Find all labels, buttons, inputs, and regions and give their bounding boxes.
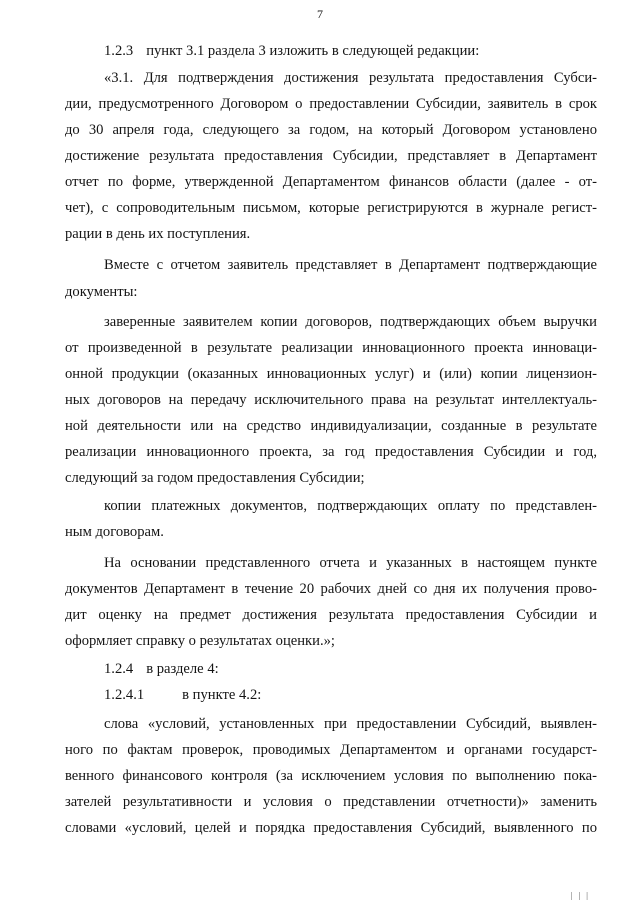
para3-line: заверенные заявителем копии договоров, подтверждающих объем выручки [104,314,597,330]
para6-line: слова «условий, установленных при предоставлении Субсидий, выявлен- [104,716,597,732]
para2-line: документы: [65,284,138,300]
para1-line: рации в день их поступления. [65,226,251,242]
para6-line: венного финансового контроля (за исключением условия по выполнению пока- [65,768,597,784]
para5-line: дит оценку на предмет достижения результата предоставления Субсидии и [65,607,597,623]
page-number: 7 [317,7,323,21]
item-1-2-4-1 [104,687,261,703]
para4-line: копии платежных документов, подтверждающих оплату по представлен- [104,498,597,514]
para1-line: до 30 апреля года, следующего за годом, на который Договором установлено [65,122,597,138]
para1-line: чет), с сопроводительным письмом, которые регистрируются в журнале регист- [65,200,597,216]
item-1-2-4 [104,661,219,677]
para3-line: ных договоров на передачу исключительного права на результат интеллектуаль- [65,392,597,408]
para3-line: онной продукции (оказанных инновационных услуг) и (или) копии лицензион- [65,366,597,382]
footer-mark: | | | [571,891,590,900]
para1-line: отчет по форме, утвержденной Департаментом финансов области (далее - от- [65,174,597,190]
item-text: в разделе 4: [146,661,219,677]
para5-line: оформляет справку о результатах оценки.»; [65,633,335,649]
para5-line: На основании представленного отчета и указанных в настоящем пункте [104,555,597,571]
para3-line: реализации инновационного проекта, за год предоставления Субсидии и год, [65,444,597,460]
para3-line: от произведенной в результате реализации инновационного проекта инноваци- [65,340,597,356]
para1-line: достижение результата предоставления Субсидии, представляет в Департамент [65,148,597,164]
para3-line: следующий за годом предоставления Субсидии; [65,470,365,486]
para1-line: дии, предусмотренного Договором о предоставлении Субсидии, заявитель в срок [65,96,597,112]
para2-line: Вместе с отчетом заявитель представляет в Департамент подтверждающие [104,257,597,273]
item-number: 1.2.4 [104,661,134,677]
para6-line: ного по фактам проверок, проводимых Департаментом и органами государст- [65,742,597,758]
para6-line: зателей результативности и условия о представлении отчетности)» заменить [65,794,597,810]
item-1-2-3 [104,43,479,59]
para5-line: документов Департамент в течение 20 рабочих дней со дня их получения прово- [65,581,597,597]
para6-line: словами «условий, целей и порядка предоставления Субсидий, выявленного по [65,820,597,836]
para1-line: «3.1. Для подтверждения достижения результата предоставления Субси- [104,70,597,86]
item-text: пункт 3.1 раздела 3 изложить в следующей редакции: [146,43,480,59]
item-number: 1.2.4.1 [104,687,145,703]
para4-line: ным договорам. [65,524,164,540]
para3-line: ной деятельности или на средство индивидуализации, созданные в результате [65,418,597,434]
item-text: в пункте 4.2: [182,687,262,703]
item-number: 1.2.3 [104,43,134,59]
